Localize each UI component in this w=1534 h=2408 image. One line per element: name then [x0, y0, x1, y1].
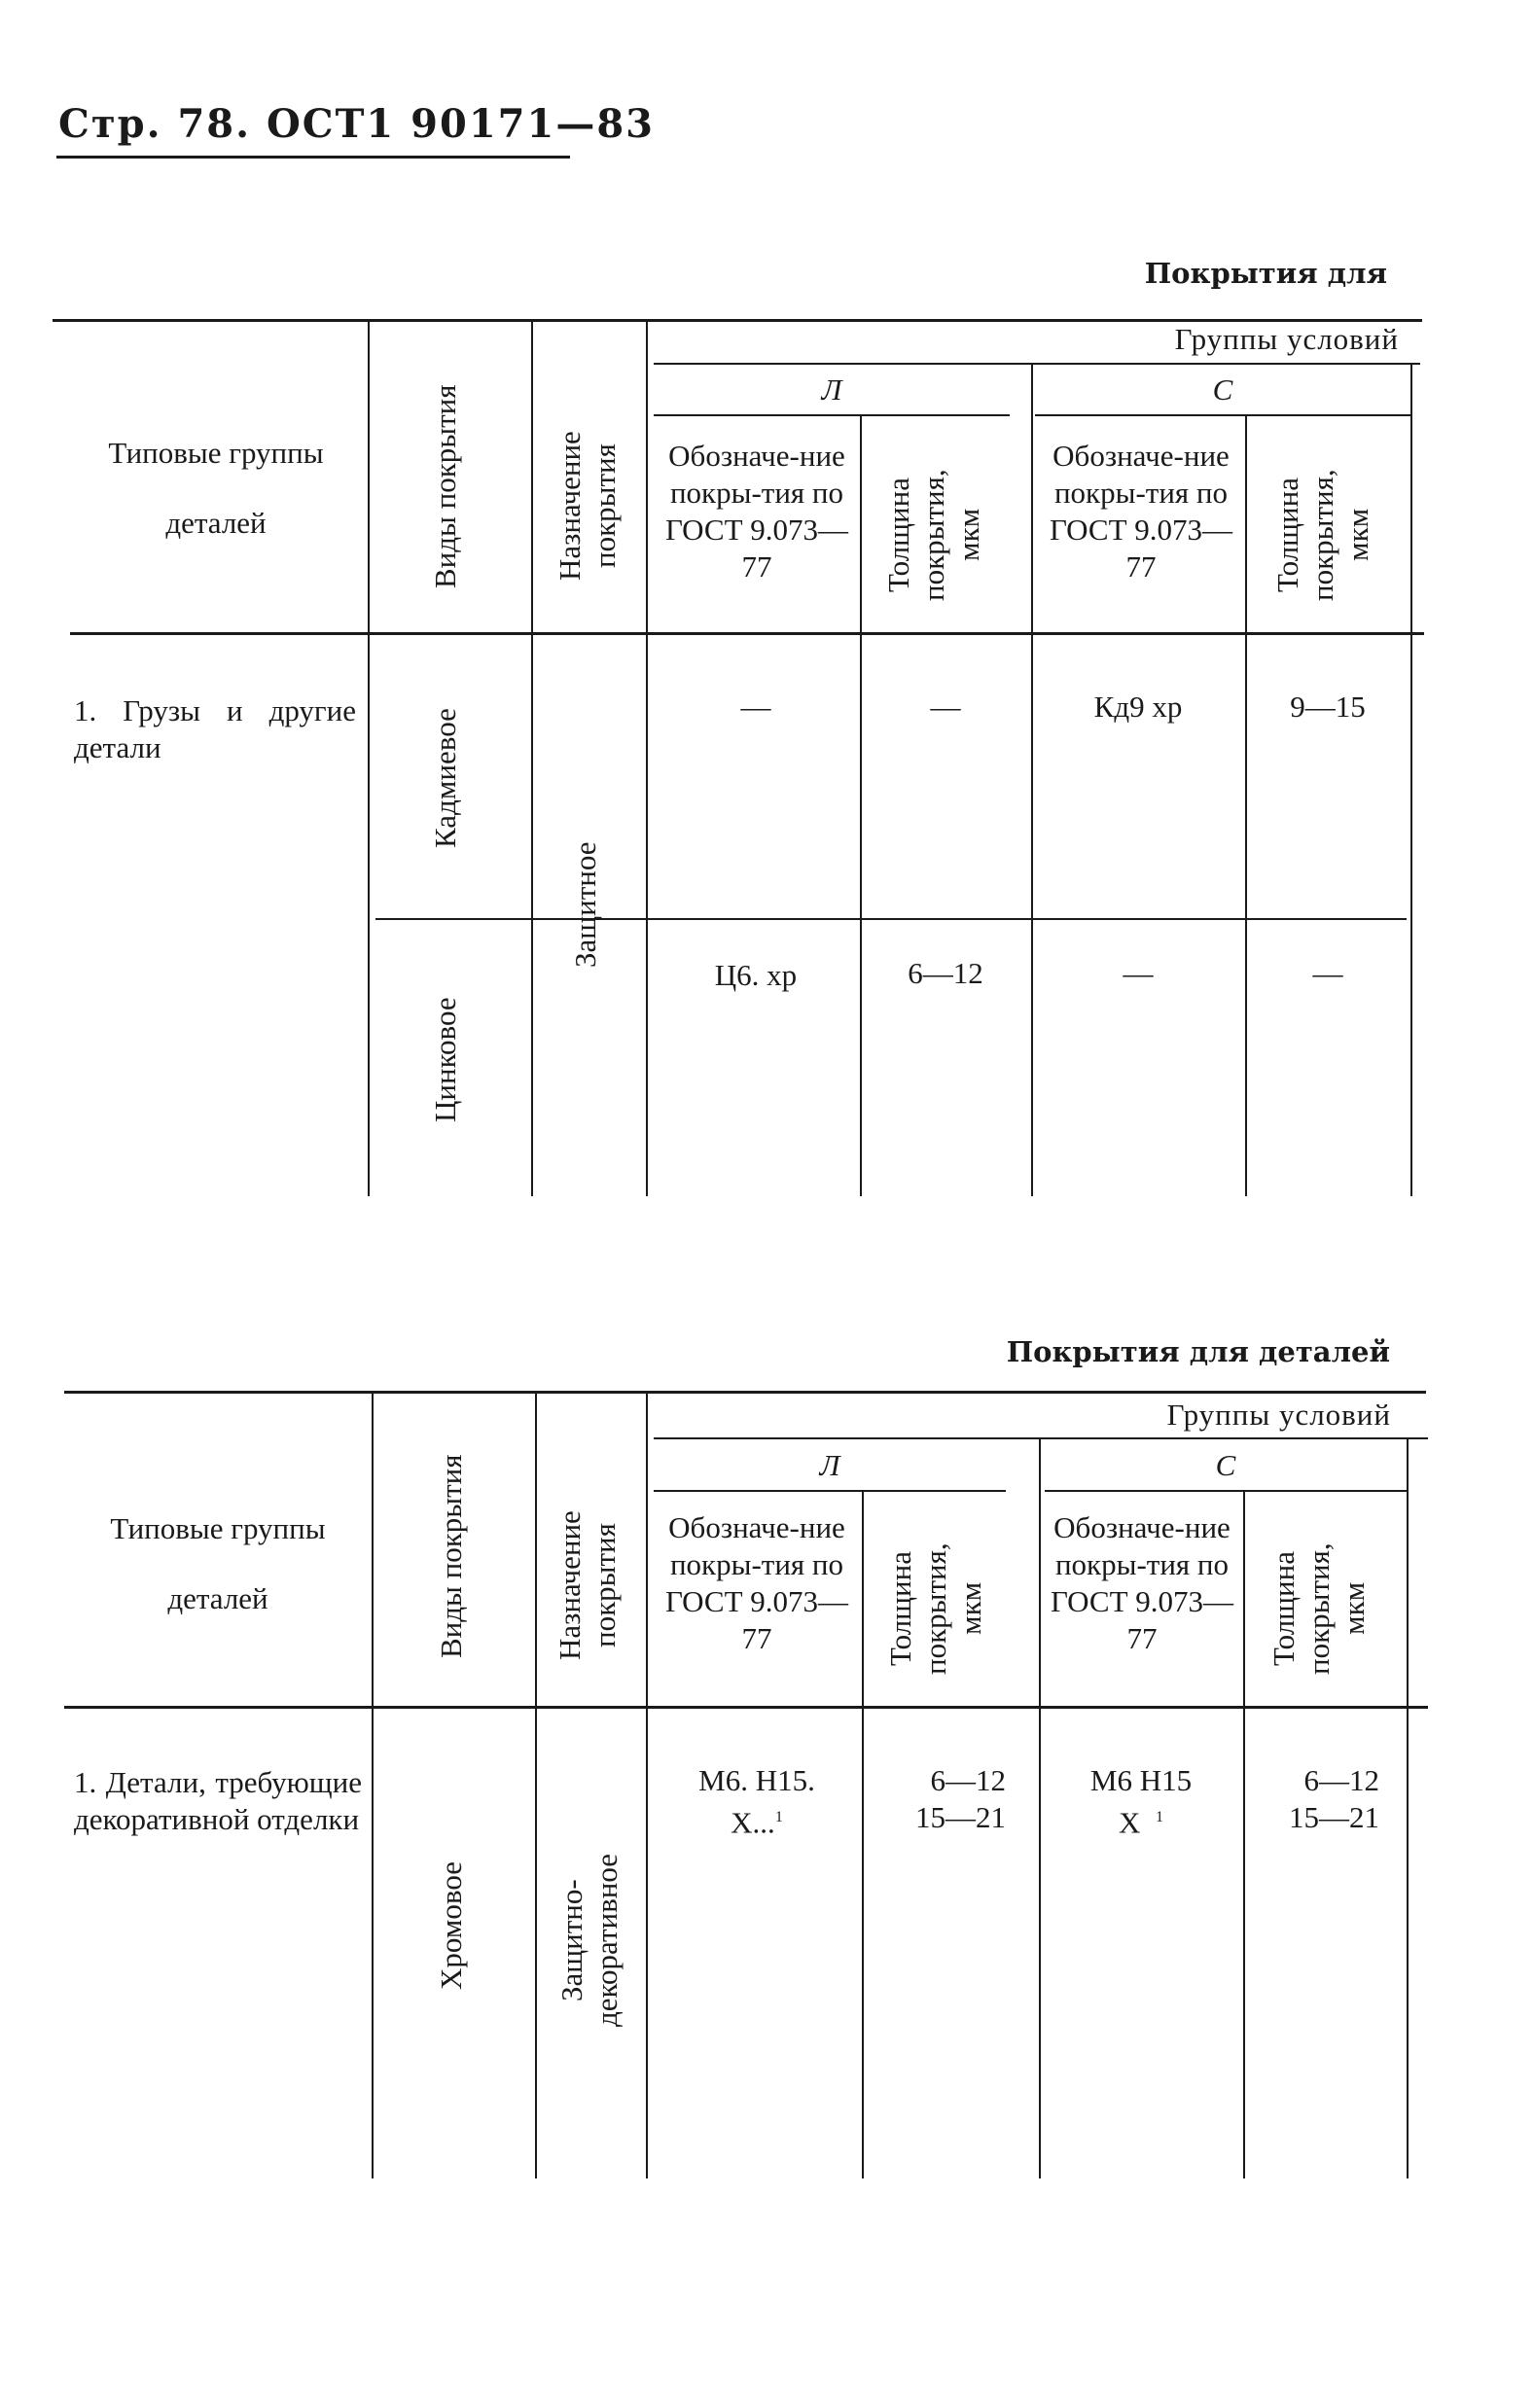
table2-row-1-c-designation-line1: М6 Н15 [1089, 1763, 1193, 1797]
table1-header-c-thickness: Толщина покрытия, мкм [1270, 469, 1374, 601]
page-header: Стр. 78. ОСТ1 90171—83 [58, 101, 655, 147]
table1-header-c: С [1212, 372, 1233, 407]
table1-row-2-c-designation: — [1123, 956, 1154, 990]
table2-vline [535, 1393, 537, 2178]
table2-top-rule [64, 1391, 1426, 1394]
table2-row-1-c-thickness-line2: 15—21 [1289, 1800, 1379, 1834]
table2-row-1-c-thickness-line1: 6—12 [1303, 1763, 1379, 1797]
table1-row-2-l-designation: Ц6. хр [714, 958, 798, 992]
table2-l-rule [654, 1490, 1006, 1492]
table2-header-group: Типовые группы деталей [110, 1511, 326, 1615]
table2-vline [1407, 1439, 1409, 2178]
table1-header-type: Виды покрытия [428, 384, 462, 588]
table2-c-rule [1045, 1490, 1407, 1492]
table1-title: Покрытия для [1144, 257, 1387, 290]
table1-row-1-type: Кадмиевое [428, 708, 462, 848]
table2-header-conditions: Группы условий [1166, 1398, 1391, 1432]
table2-conditions-rule [654, 1437, 1428, 1439]
table2-header-purpose: Назначение покрытия [553, 1510, 622, 1660]
table2-row-1-l-designation-value: Х... [731, 1805, 775, 1840]
table2-header-l-thickness: Толщина покрытия, мкм [883, 1542, 987, 1675]
table1-row-1-c-designation: Кд9 хр [1093, 690, 1183, 724]
table1-header-purpose: Назначение покрытия [553, 431, 622, 581]
table2-row-1-l-designation-footnote: 1 [774, 1809, 783, 1825]
table1-header-group: Типовые группы деталей [108, 436, 324, 540]
table2-row-1-c-thickness [1245, 1762, 1379, 1836]
table1-row-group: 1. Грузы и другие детали [74, 693, 356, 764]
table1-header-l-designation: Обозначе-ние покры-тия по ГОСТ 9.073—77 [664, 439, 849, 584]
table1-row-2-c-thickness: — [1312, 956, 1343, 990]
table2-row-1-l-thickness-line1: 6—12 [930, 1763, 1006, 1797]
table2-row-1-c-designation [1041, 1762, 1241, 1841]
table2-row-1-l-designation-line2 [654, 1799, 860, 1841]
table1-row-1-l-thickness: — [930, 690, 961, 724]
table1-header-l-thickness: Толщина покрытия, мкм [881, 469, 985, 601]
table2-header-c-thickness: Толщина покрытия, мкм [1266, 1542, 1371, 1675]
table1-header-c-designation: Обозначе-ние покры-тия по ГОСТ 9.073—77 [1049, 439, 1233, 584]
table1-row-1-c-thickness: 9—15 [1290, 690, 1366, 724]
table2-header-type: Виды покрытия [434, 1454, 468, 1658]
table2-row-1-c-designation-value: Х [1119, 1805, 1141, 1840]
table2-header-l-designation: Обозначе-ние покры-тия по ГОСТ 9.073—77 [664, 1510, 849, 1655]
table2-header-l: Л [819, 1448, 840, 1482]
table2-row-1-c-designation-line2 [1041, 1799, 1241, 1841]
table2-vline [372, 1393, 374, 2178]
table2-row-1-c-designation-footnote: 1 [1155, 1809, 1163, 1825]
table1-row-2-type: Цинковое [428, 997, 462, 1123]
table1-header-conditions: Группы условий [1174, 322, 1399, 356]
table1-header-l: Л [821, 372, 842, 407]
table2-row-1-l-thickness-line2: 15—21 [915, 1800, 1006, 1834]
table2-header-c: С [1215, 1448, 1236, 1482]
table2-header-c-designation: Обозначе-ние покры-тия по ГОСТ 9.073—77 [1050, 1510, 1234, 1655]
table2-row-1-purpose: Защитно-декоративное [554, 1854, 624, 2027]
table2-header-bottom-rule [64, 1706, 1428, 1709]
table2-row-1-l-designation [654, 1762, 860, 1841]
table1-row-1-l-designation: — [740, 690, 771, 724]
table2-title: Покрытия для деталей [1006, 1335, 1390, 1368]
table2-vline [646, 1393, 648, 2178]
table1-row-2-l-thickness: 6—12 [908, 956, 983, 990]
table1-purpose: Защитное [568, 841, 602, 968]
table2-row-1-l-thickness [864, 1762, 1006, 1836]
table2-row-group: 1. Детали, требующие декоративной отделки [74, 1765, 362, 1836]
table2-row-1-type: Хромовое [434, 1861, 468, 1990]
table2-row-1-l-designation-line1: М6. Н15. [698, 1763, 815, 1797]
